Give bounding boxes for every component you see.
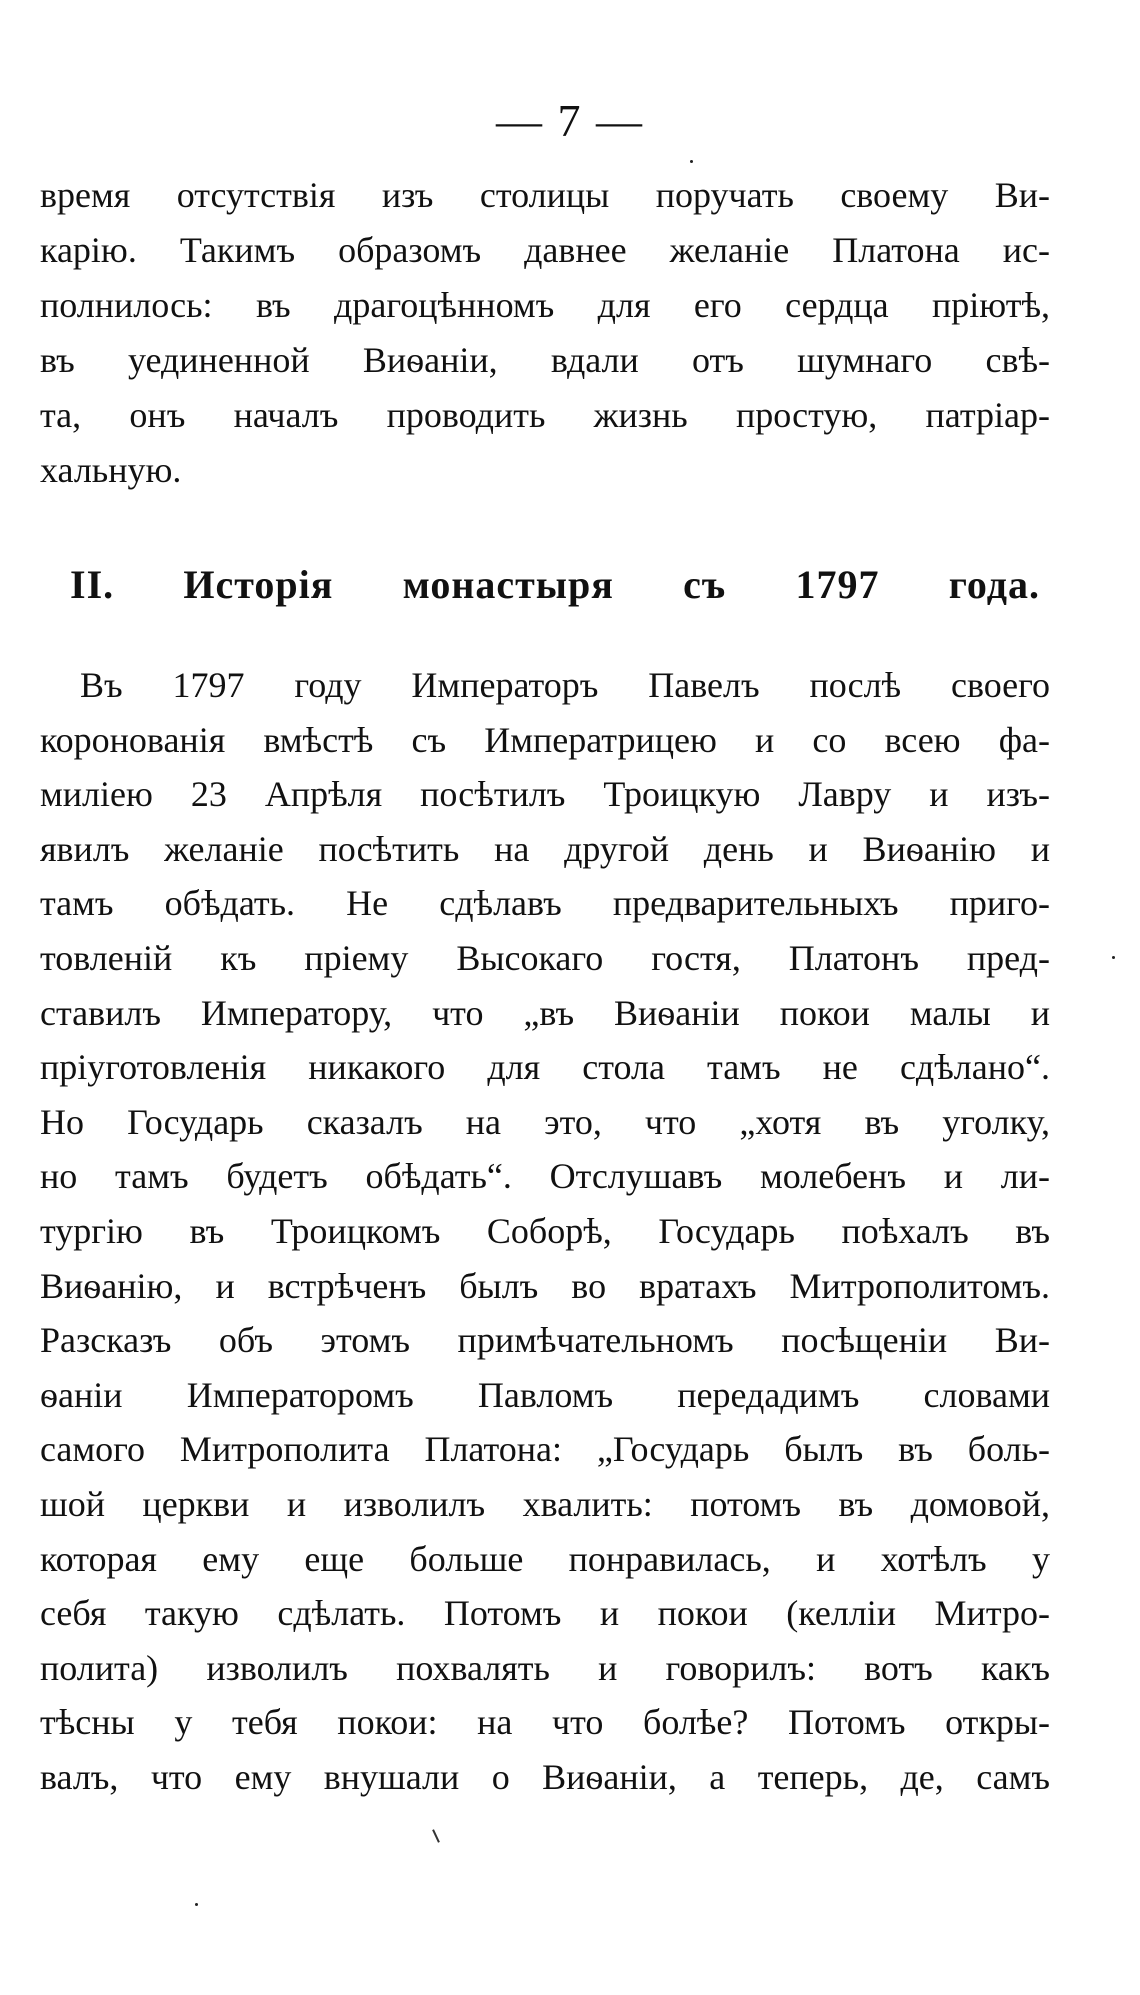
text-line: тамъ обѣдать. Не сдѣлавъ предварительныхъ приго-	[40, 883, 1050, 924]
print-speck	[195, 1903, 198, 1906]
text-line: коронованія вмѣстѣ съ Императрицею и со всею фа-	[40, 719, 1050, 760]
print-speck	[690, 160, 693, 163]
text-line: тургію въ Троицкомъ Соборѣ, Государь поѣхалъ въ	[40, 1210, 1050, 1251]
text-line: тѣсны у тебя покои: на что болѣе? Потомъ откры-	[40, 1702, 1050, 1743]
text-line: себя такую сдѣлать. Потомъ и покои (келліи Митро-	[40, 1593, 1050, 1634]
text-line: Виѳанію, и встрѣченъ былъ во вратахъ Митрополитомъ.	[40, 1265, 1050, 1306]
text-line: ставилъ Императору, что „въ Виѳаніи покои малы и	[40, 992, 1050, 1033]
text-line: самого Митрополита Платона: „Государь былъ въ боль-	[40, 1429, 1050, 1470]
text-line: въ уединенной Виѳаніи, вдали отъ шумнаго свѣ-	[40, 340, 1050, 380]
text-line: но тамъ будетъ обѣдать“. Отслушавъ молебенъ и ли-	[40, 1156, 1050, 1197]
text-line: ѳаніи Императоромъ Павломъ передадимъ словами	[40, 1374, 1050, 1415]
text-line: та, онъ началъ проводить жизнь простую, патріар-	[40, 395, 1050, 435]
text-line: которая ему еще больше понравилась, и хотѣлъ у	[40, 1538, 1050, 1579]
text-line: карію. Такимъ образомъ давнее желаніе Платона ис-	[40, 230, 1050, 270]
print-speck	[432, 1829, 440, 1843]
text-line: полнилось: въ драгоцѣнномъ для его сердца пріютѣ,	[40, 285, 1050, 325]
text-line: полита) изволилъ похвалять и говорилъ: вотъ какъ	[40, 1647, 1050, 1688]
text-line: явилъ желаніе посѣтить на другой день и Виѳанію и	[40, 828, 1050, 869]
text-line: хальную.	[40, 450, 182, 490]
page-number: — 7 —	[496, 95, 644, 146]
section-heading: II. Исторія монастыря съ 1797 года.	[70, 562, 1040, 607]
text-line: Но Государь сказалъ на это, что „хотя въ уголку,	[40, 1101, 1050, 1142]
text-line: товленій къ пріему Высокаго гостя, Платонъ пред-	[40, 937, 1050, 978]
text-line: Въ 1797 году Императоръ Павелъ послѣ своего	[80, 665, 1050, 705]
print-speck	[1112, 956, 1115, 959]
text-line: Разсказъ объ этомъ примѣчательномъ посѣщеніи Ви-	[40, 1320, 1050, 1361]
text-line: шой церкви и изволилъ хвалить: потомъ въ домовой,	[40, 1483, 1050, 1524]
section-paragraph	[40, 658, 1050, 1804]
text-line: время отсутствія изъ столицы поручать своему Ви-	[40, 175, 1050, 215]
paragraph-continued	[40, 168, 1050, 498]
text-line: пріуготовленія никакого для стола тамъ не сдѣлано“.	[40, 1047, 1050, 1088]
text-line: миліею 23 Апрѣля посѣтилъ Троицкую Лавру и изъ-	[40, 774, 1050, 815]
text-line: валъ, что ему внушали о Виѳаніи, а теперь, де, самъ	[40, 1756, 1050, 1797]
